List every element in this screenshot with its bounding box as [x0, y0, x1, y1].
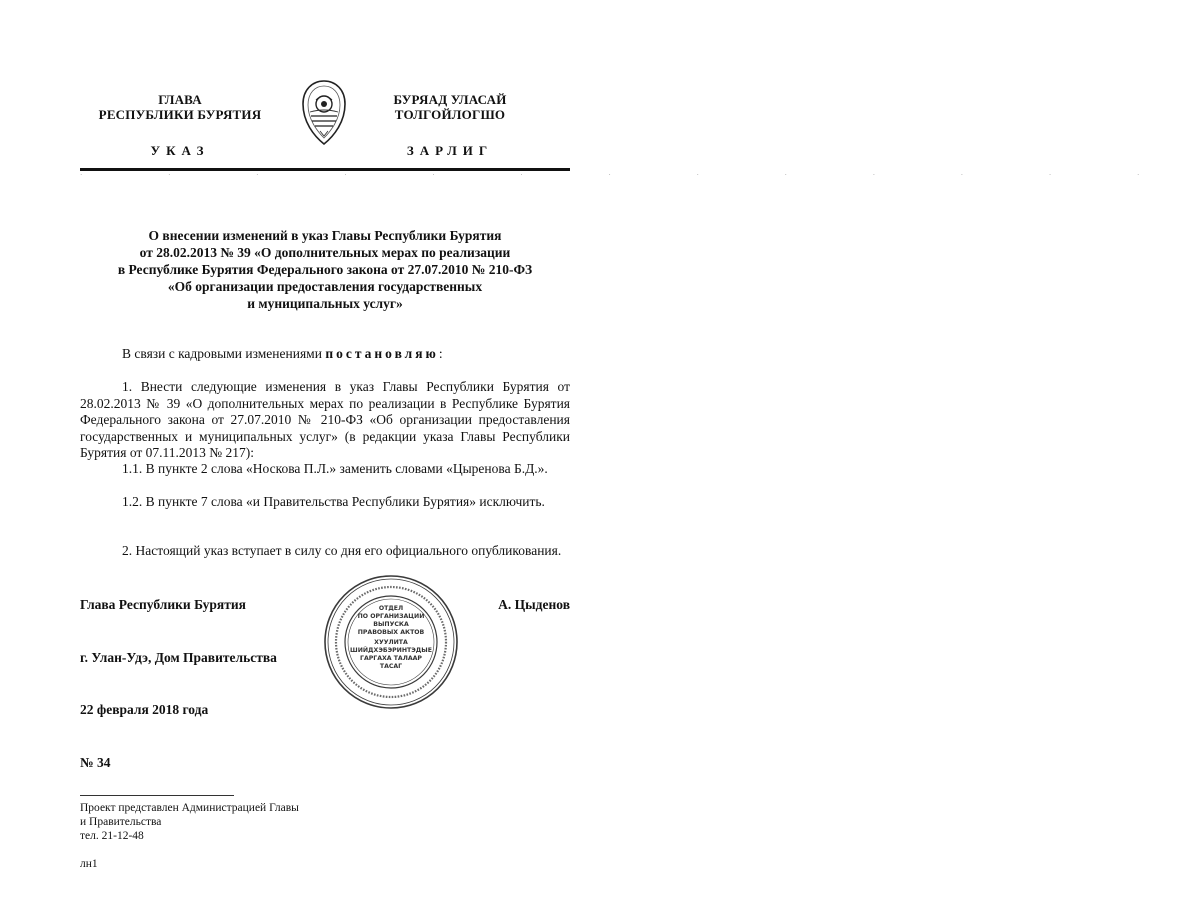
paragraph-1-1: 1.1. В пункте 2 слова «Носкова П.Л.» заменить словами «Цыренова Б.Д.». [122, 461, 548, 476]
decree-keyword: постановляю [325, 346, 439, 361]
seal-line-3: ВЫПУСКА [373, 621, 409, 628]
footnote-line-3: тел. 21-12-48 [80, 830, 144, 842]
title-line-2: от 28.02.2013 № 39 «О дополнительных мерах по реализации [139, 245, 511, 260]
footnote-line-1: Проект представлен Администрацией Главы [80, 802, 299, 814]
paragraph-2: 2. Настоящий указ вступает в силу со дня его официального опубликования. [122, 543, 562, 558]
decree-title [80, 227, 570, 312]
seal-line-2: ПО ОРГАНИЗАЦИИ [357, 613, 425, 620]
footnote-rule [80, 795, 234, 796]
header-left-line-1: ГЛАВА [158, 92, 202, 107]
title-line-4: «Об организации предоставления государственных [167, 279, 483, 294]
title-line-5: и муниципальных услуг» [247, 296, 403, 311]
republic-coat-of-arms-icon [296, 78, 352, 148]
footnote-line-2: и Правительства [80, 816, 162, 828]
intro-paragraph [80, 346, 570, 363]
title-line-1: О внесении изменений в указ Главы Республики Бурятия [148, 228, 502, 243]
paragraph-1: 1. Внести следующие изменения в указ Главы Республики Бурятия от 28.02.2013 № 39 «О дополнительных мерах по реализации в Республике Бурятия Федерального закона от 27.07.2010 № 210-ФЗ «Об организации предоставления государственных и муниципальных услуг» (в редакции указа Главы Республики Бурятия от 07.11.2013 № 217): [80, 379, 570, 460]
signatory-name: А. Цыденов [498, 597, 570, 612]
issue-place: г. Улан-Удэ, Дом Правительства [80, 650, 277, 665]
intro-text: В связи с кадровыми изменениями [122, 346, 322, 361]
seal-line-4: ПРАВОВЫХ АКТОВ [357, 629, 425, 636]
seal-line-1: ОТДЕЛ [378, 605, 404, 612]
doc-type-left: УКАЗ [150, 143, 210, 158]
seal-line-7: ГАРГАХА ТАЛААР [360, 655, 422, 662]
footnote [80, 801, 299, 843]
title-line-3: в Республике Бурятия Федерального закона от 27.07.2010 № 210-ФЗ [117, 262, 533, 277]
decree-number: № 34 [80, 755, 111, 770]
signatory-position: Глава Республики Бурятия [80, 597, 246, 612]
doc-type-right: ЗАРЛИГ [406, 143, 494, 158]
seal-line-6: ШИЙДХЭБЭРИНТЭДЫЕ [350, 647, 432, 654]
seal-line-5: ХУУЛИТА [374, 639, 408, 646]
header-dotted-rule: · · · · · · · · · · · · · [80, 171, 1181, 179]
intro-colon: : [438, 346, 443, 361]
issue-date: 22 февраля 2018 года [80, 702, 209, 717]
header-right-line-1: БУРЯАД УЛАСАЙ [393, 92, 507, 107]
header-right [350, 92, 550, 122]
header-right-line-2: ТОЛГОЙЛОГШО [394, 107, 506, 122]
seal-line-8: ТАСАГ [379, 663, 403, 670]
document-code: лн1 [80, 858, 98, 870]
header-left-line-2: РЕСПУБЛИКИ БУРЯТИЯ [98, 107, 262, 122]
header-left [80, 92, 280, 122]
paragraph-1-2: 1.2. В пункте 7 слова «и Правительства Республики Бурятия» исключить. [122, 494, 545, 509]
official-round-seal-icon [323, 574, 459, 710]
